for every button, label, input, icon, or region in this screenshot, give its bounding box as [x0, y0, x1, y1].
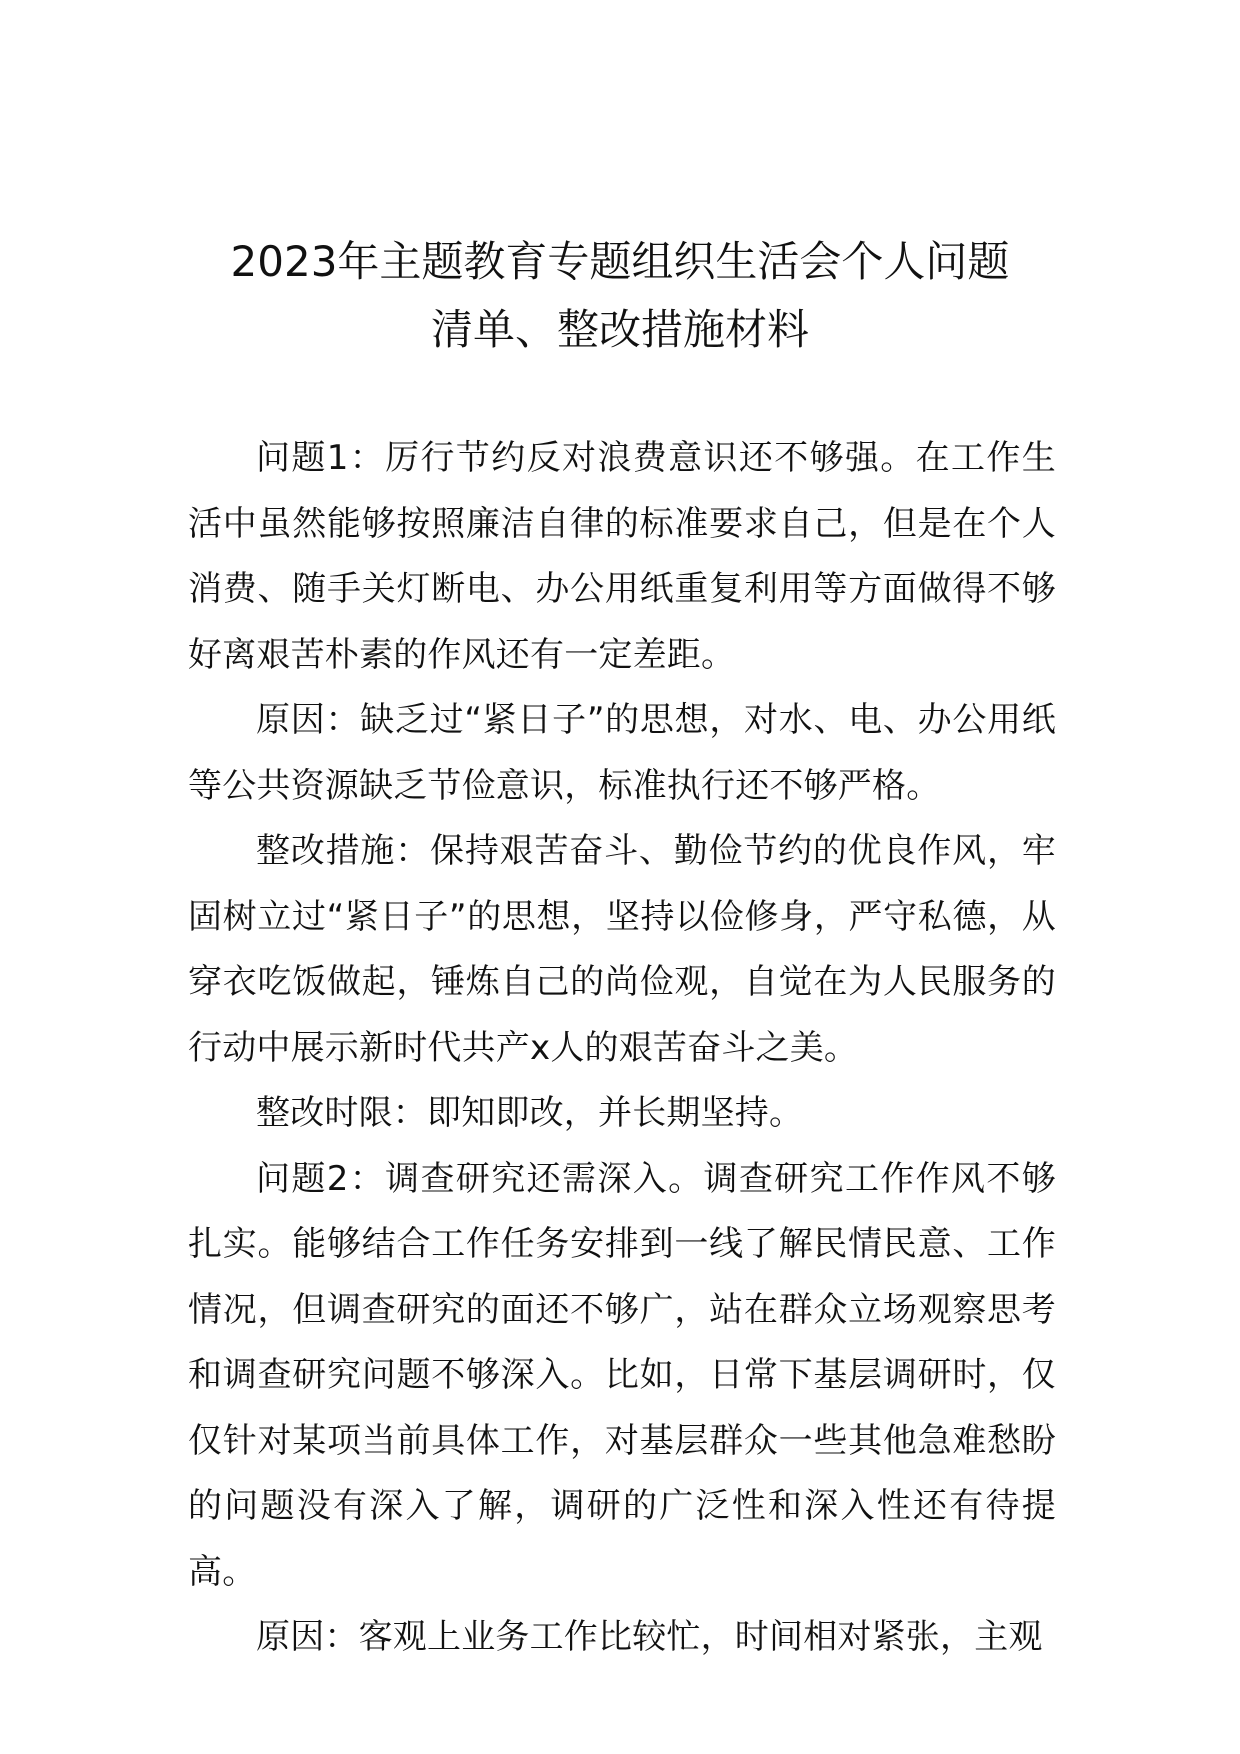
paragraph-cause-2: 原因：客观上业务工作比较忙，时间相对紧张，主观: [256, 1617, 1043, 1657]
paragraph-problem-1: 问题1：厉行节约反对浪费意识还不够强。在工作生活中虽然能够按照廉洁自律的标准要求自己，但是在个人消费、随手关灯断电、办公用纸重复利用等方面做得不够好离艰苦朴素的作风还有一定差距。: [188, 438, 1056, 675]
document-body: [188, 426, 1056, 1671]
paragraph-deadline-1: 整改时限：即知即改，并长期坚持。: [256, 1093, 804, 1133]
title-line-1: 2023年主题教育专题组织生活会个人问题: [230, 237, 1010, 286]
paragraph-measures-1: 整改措施：保持艰苦奋斗、勤俭节约的优良作风，牢固树立过“紧日子”的思想，坚持以俭修身，严守私德，从穿衣吃饭做起，锤炼自己的尚俭观，自觉在为人民服务的行动中展示新时代共产x人的艰苦奋斗之美。: [188, 831, 1056, 1068]
paragraph-cause-1: 原因：缺乏过“紧日子”的思想，对水、电、办公用纸等公共资源缺乏节俭意识，标准执行还不够严格。: [188, 700, 1056, 806]
document-title: [150, 228, 1090, 364]
title-line-2: 清单、整改措施材料: [430, 305, 809, 354]
paragraph-problem-2: 问题2：调查研究还需深入。调查研究工作作风不够扎实。能够结合工作任务安排到一线了解民情民意、工作情况，但调查研究的面还不够广，站在群众立场观察思考和调查研究问题不够深入。比如，日常下基层调研时，仅仅针对某项当前具体工作，对基层群众一些其他急难愁盼的问题没有深入了解，调研的广泛性和深入性还有待提高。: [188, 1158, 1056, 1592]
